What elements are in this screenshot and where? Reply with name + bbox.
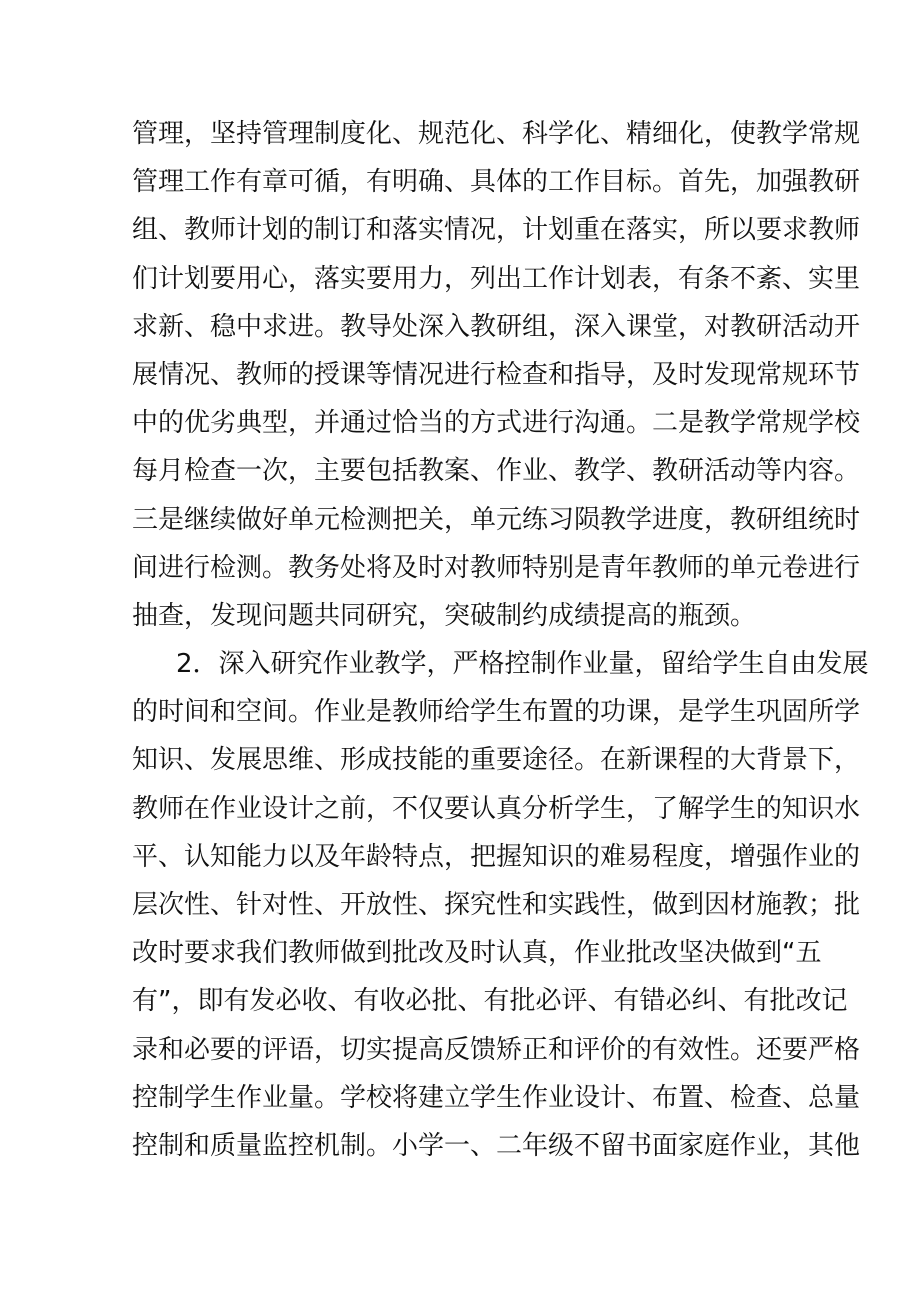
- text-line: 求新、稳中求进。教导处深入教研组，深入课堂，对教研活动开: [132, 311, 861, 342]
- text-line: 平、认知能力以及年龄特点，把握知识的难易程度，增强作业的: [132, 841, 861, 872]
- text-line: 的时间和空间。作业是教师给学生布置的功课，是学生巩固所学: [132, 697, 861, 728]
- text-line: 录和必要的评语，切实提高反馈矫正和评价的有效性。还要严格: [132, 1034, 861, 1065]
- text-line: 抽查，发现问题共同研究，突破制约成绩提高的瓶颈。: [132, 600, 757, 631]
- text-line: 层次性、针对性、开放性、探究性和实践性，做到因材施教；批: [132, 890, 861, 920]
- text-line: 知识、发展思维、形成技能的重要途径。在新课程的大背景下，: [132, 745, 861, 776]
- text-line: 管理工作有章可循，有明确、具体的工作目标。首先，加强教研: [132, 167, 861, 198]
- paragraph-heading-line: 2．深入研究作业教学，严格控制作业量，留给学生自由发展: [176, 649, 869, 680]
- text-line: 每月检查一次，主要包括教案、作业、教学、教研活动等内容。: [132, 456, 861, 487]
- text-line: 有”，即有发必收、有收必批、有批必评、有错必纠、有批改记: [132, 986, 848, 1017]
- text-line: 控制和质量监控机制。小学一、二年级不留书面家庭作业，其他: [132, 1130, 861, 1161]
- text-line: 中的优劣典型，并通过恰当的方式进行沟通。二是教学常规学校: [132, 408, 861, 439]
- text-line: 组、教师计划的制订和落实情况，计划重在落实，所以要求教师: [132, 215, 861, 246]
- text-line: 控制学生作业量。学校将建立学生作业设计、布置、检查、总量: [132, 1082, 861, 1113]
- text-line: 管理，坚持管理制度化、规范化、科学化、精细化，使教学常规: [132, 119, 861, 149]
- text-line: 展情况、教师的授课等情况进行检查和指导，及时发现常规环节: [132, 359, 861, 390]
- text-line: 改时要求我们教师做到批改及时认真，作业批改坚决做到“五: [132, 938, 822, 969]
- text-line: 三是继续做好单元检测把关，单元练习陨教学进度，教研组统时: [132, 504, 861, 535]
- body-text: [132, 110, 869, 1170]
- text-line: 们计划要用心，落实要用力，列出工作计划表，有条不紊、实里: [132, 263, 861, 294]
- text-line: 教师在作业设计之前，不仅要认真分析学生，了解学生的知识水: [132, 793, 861, 824]
- text-line: 间进行检测。教务处将及时对教师特别是青年教师的单元卷进行: [132, 552, 861, 583]
